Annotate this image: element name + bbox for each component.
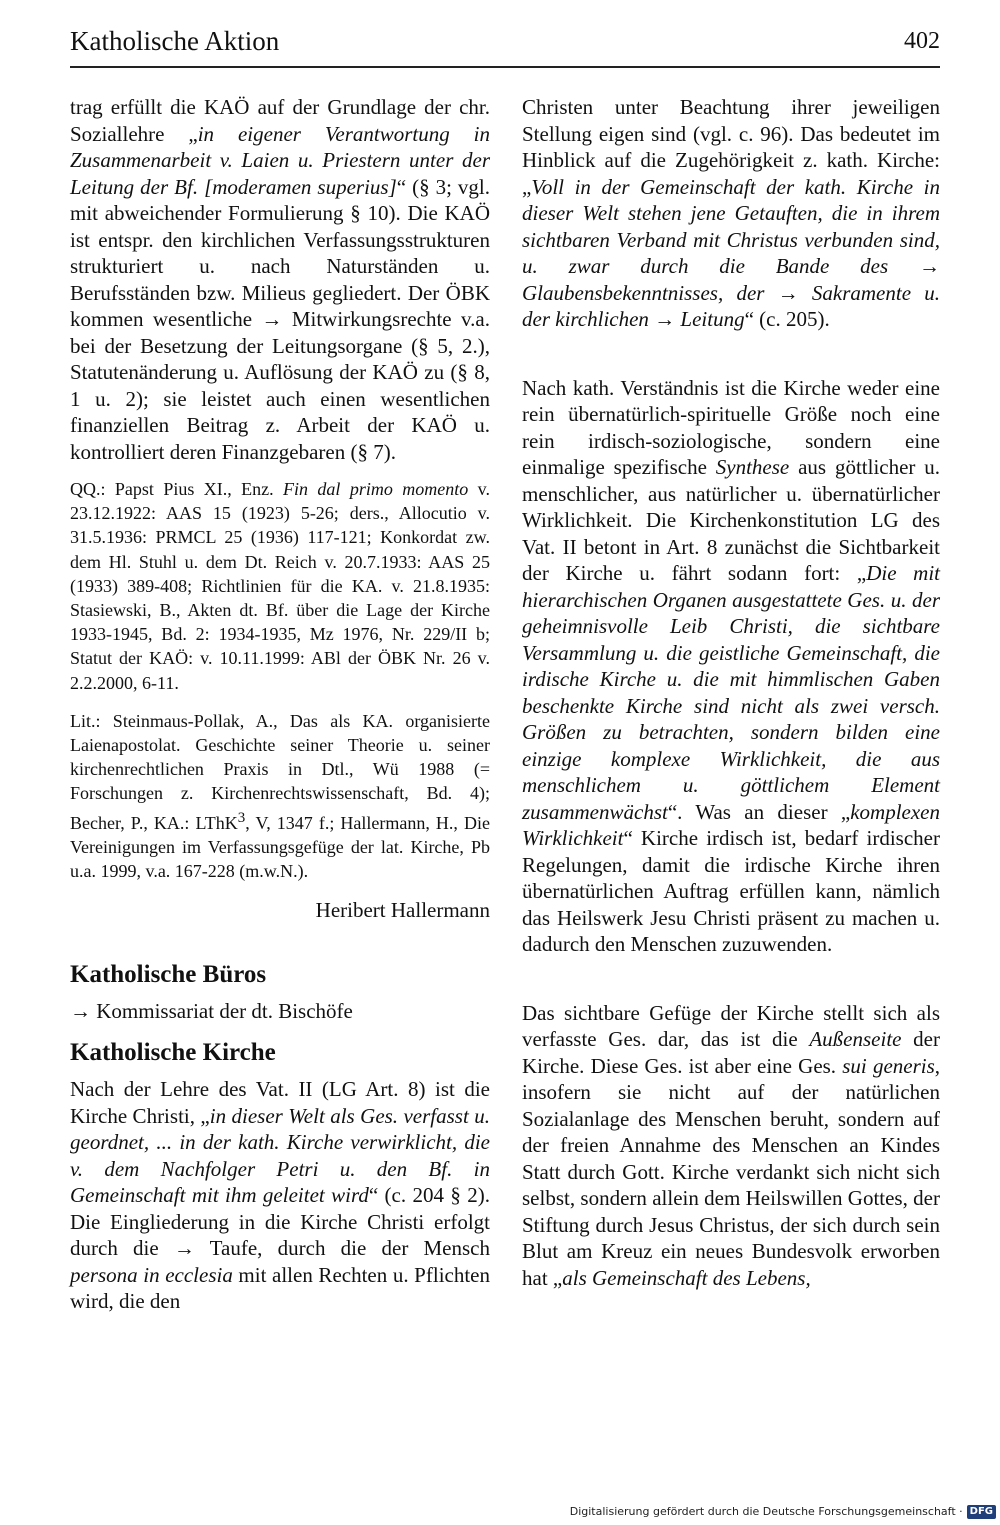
paragraph-synthesis bbox=[522, 375, 940, 958]
text-run: , V, 1347 f.; Hallermann, H., Die Vereinigungen im Verfassungsgefüge der lat. Kirche, Pb u.a. 1999, v.a. 167-228 (m.w.N.). bbox=[70, 812, 490, 882]
emphasized-term: Synthese bbox=[715, 455, 790, 479]
latin-term: persona in ecclesia bbox=[70, 1262, 233, 1287]
latin-term: sui generis bbox=[842, 1053, 935, 1078]
left-column bbox=[70, 94, 490, 1315]
quoted-text: als Gemeinschaft des Lebens, bbox=[562, 1265, 811, 1290]
quoted-canon-text: in dieser Welt als Ges. verfasst u. geordnet, ... in der kath. Kirche verwirklicht, die v. dem Nachfolger Petri u. den Bf. in Gemeinschaft mit ihm geleitet wird bbox=[70, 1103, 490, 1208]
entry-heading-katholische-kirche: Katholische Kirche bbox=[70, 1039, 276, 1067]
running-title: Katholische Aktion bbox=[70, 26, 280, 56]
text-run: mit allen Rechten u. Pflichten wird, die den bbox=[70, 1262, 491, 1314]
emphasized-term: komplexen Wirklichkeit bbox=[522, 799, 940, 850]
text-run: “ (c. 205). bbox=[744, 307, 830, 331]
paragraph-visible-structure bbox=[522, 1000, 940, 1292]
entry-heading-katholische-bueros: Katholische Büros bbox=[70, 960, 267, 988]
quoted-statute-text: in eigener Verantwortung in Zusammenarbeit v. Laien u. Priestern unter der Leitung der Bf. [moderamen superius] bbox=[70, 121, 490, 199]
digitization-credit bbox=[570, 1503, 996, 1521]
text-run: QQ.: Papst Pius XI., Enz. bbox=[70, 479, 284, 499]
text-run: Lit.: Steinmaus-Pollak, A., Das als KA. organisierte Laienapostolat. Geschichte seiner Theorie u. seiner kirchenrechtlichen Praxis in Dtl., Wü 1988 (= Forschungen z. Kirchenrechtswissenschaft, Bd. 4); Becher, P., KA.: LThK bbox=[70, 710, 490, 833]
text-run: aus göttlicher u. menschlicher, aus natürlicher u. übernatürlicher Wirklichkeit. Die Kirchenkonstitution LG des Vat. II betont in Art. 8 zunächst die Sichtbarkeit der Kirche u. fährt sodann fort: „ bbox=[522, 455, 941, 585]
encyclical-title: Fin dal primo momento bbox=[283, 479, 469, 499]
text-run: Das sichtbare Gefüge der Kirche stellt sich als verfasste Ges. dar, das ist die bbox=[522, 1000, 940, 1051]
paragraph-kao-continued bbox=[70, 94, 490, 465]
dfg-logo: DFG bbox=[967, 1505, 996, 1519]
text-run: “ Kirche irdisch ist, bedarf irdischer Regelungen, damit die irdische Kirche ihren übernatürlichen Auftrag erfüllen kann, nämlich das Heilswerk Jesu Christi präsent zu machen u. dadurch den Menschen zuzuwenden. bbox=[522, 826, 940, 956]
page-number: 402 bbox=[904, 28, 940, 54]
text-run: trag erfüllt die KAÖ auf der Grundlage der chr. Soziallehre „ bbox=[70, 95, 490, 146]
cross-reference: → Kommissariat der dt. Bischöfe bbox=[70, 998, 353, 1023]
literature-note bbox=[70, 709, 490, 883]
text-run: v. 23.12.1922: AAS 15 (1923) 5-26; ders., Allocutio v. 31.5.1936: PRMCL 25 (1936) 117-121; Konkordat zw. dem Hl. Stuhl u. dem Dt. Reich v. 20.7.1933: AAS 25 (1933) 389-408; Richtlinien für die KA. v. 21.8.1935: Stasiewski, B., Akten dt. Bf. über die Lage der Kirche 1933-1945, Bd. 2: 1934-1935, Mz 1976, Nr. 229/II b; Statut der KAÖ: v. 10.11.1999: ABl der ÖBK Nr. 26 v. 2.2.2000, 6-11. bbox=[70, 479, 490, 693]
text-run: “ (c. 204 § 2). Die Eingliederung in die Kirche Christi erfolgt durch die → Taufe, durch die der Mensch bbox=[70, 1183, 490, 1261]
quoted-lg-text: Die mit hierarchischen Organen ausgestattete Ges. u. der geheimnisvolle Leib Christi, die sichtbare Versammlung u. die geistliche Gemeinschaft, die irdische Kirche u. die mit himmlischen Gaben beschenkte Kirche sind nicht als zwei versch. Größen zu betrachten, sondern bilden eine einzige komplexe Wirklichkeit, die aus menschlichem u. göttlichem Element zusammenwächst bbox=[522, 561, 941, 824]
header-rule bbox=[70, 66, 940, 68]
emphasized-term: Außenseite bbox=[809, 1027, 902, 1051]
sources-note bbox=[70, 477, 490, 695]
text-run: Christen unter Beachtung ihrer jeweiligen Stellung eigen sind (vgl. c. 96). Das bedeutet im Hinblick auf die Zugehörigkeit z. kath. Kirche: „ bbox=[522, 95, 940, 199]
author-signature: Heribert Hallermann bbox=[315, 898, 490, 923]
credit-text: Digitalisierung gefördert durch die Deutsche Forschungsgemeinschaft · bbox=[569, 1505, 963, 1518]
text-run: der Kirche. Diese Ges. ist aber eine Ges. bbox=[522, 1027, 940, 1078]
right-column bbox=[522, 94, 940, 1291]
running-head bbox=[70, 24, 940, 66]
paragraph-kirche-intro bbox=[70, 1076, 490, 1315]
text-run: Nach kath. Verständnis ist die Kirche weder eine rein übernatürlich-spirituelle Größe noch eine rein irdisch-soziologische, sondern eine einmalige spezifische bbox=[522, 375, 940, 479]
quoted-canon-text: Voll in der Gemeinschaft der kath. Kirche in dieser Welt stehen jene Getauften, die in ihrem sichtbaren Verband mit Christus verbunden sind, u. zwar durch die Bande des → Glaubensbekenntnisses, der → Sakramente u. der kirchlichen → Leitung bbox=[522, 174, 940, 331]
text-run: “. Was an dieser „ bbox=[667, 799, 851, 824]
text-run: , insofern sie nicht auf der natürlichen Sozialanlage des Menschen beruht, sondern auf der freien Annahme des Menschen an Kindes Statt durch Gott. Kirche verdankt sich nicht sich selbst, sondern allein dem Heilswillen Gottes, der Stiftung durch Jesus Christus, der sich durch sein Blut am Kreuz ein neues Bundesvolk erworben hat „ bbox=[522, 1053, 941, 1290]
superscript: 3 bbox=[237, 809, 246, 826]
text-run: Nach der Lehre des Vat. II (LG Art. 8) ist die Kirche Christi, „ bbox=[70, 1077, 490, 1128]
text-run: “ (§ 3; vgl. mit abweichender Formulierung § 10). Die KAÖ ist entspr. den kirchlichen Verfassungsstrukturen strukturiert u. nach Naturständen u. Berufsständen bzw. Milieus gegliedert. Der ÖBK kommen wesentliche → Mitwirkungsrechte v.a. bei der Besetzung der Leitungsorgane (§ 5, 2.), Statutenänderung u. Auflösung der KAÖ zu (§ 8, 1 u. 2); sie leistet auch einen wesentlichen finanziellen Beitrag z. Arbeit der KAÖ u. kontrolliert deren Finanzgebaren (§ 7). bbox=[70, 174, 490, 464]
paragraph-membership bbox=[522, 94, 940, 333]
